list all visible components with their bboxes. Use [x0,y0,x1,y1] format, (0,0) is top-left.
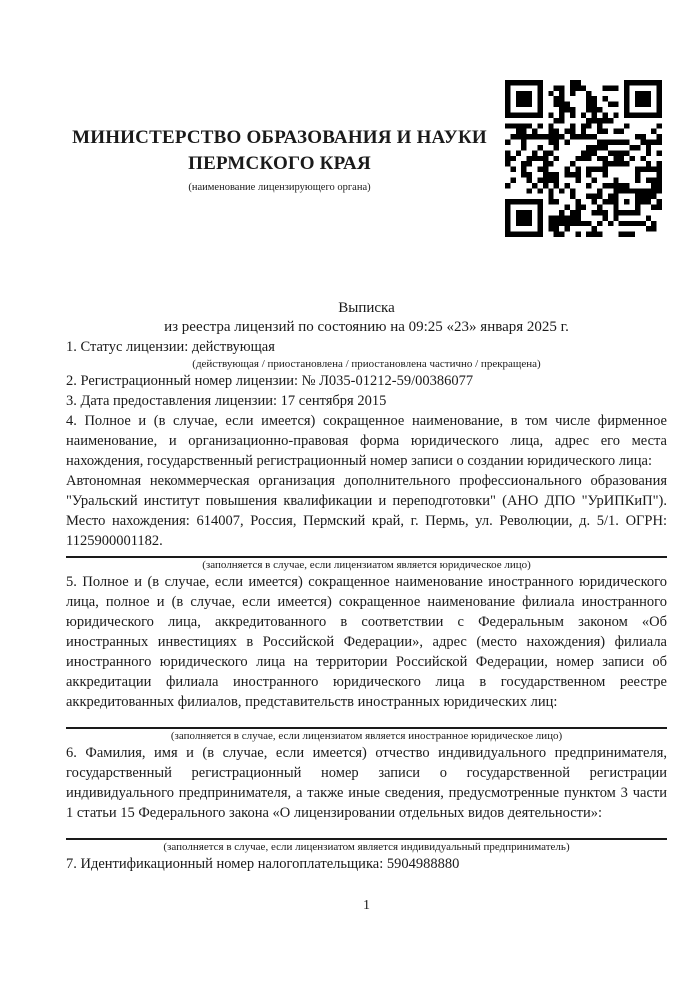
license-status-options-caption: (действующая / приостановлена / приостановлена частично / прекращена) [192,358,541,370]
page-number: 1 [363,898,370,913]
document-subtitle: из реестра лицензий по состоянию на 09:25 «23» января 2025 г. [164,319,569,335]
foreign-entity-question: 5. Полное и (в случае, если имеется) сокращенное наименование иностранного юридического лица, полное и (в случае, если имеется) сокращенное наименование филиала иностранного юридического лица, аккредитованного в соответствии с Федеральным законом «Об иностранных инвестициях в Российской Федерации», адрес (место нахождения) филиала иностранного юридического лица на территории Российской Федерации, номер записи об аккредитации филиала иностранного юридического лица в государственном реестре аккредитованных филиалов, представительств иностранных юридических лиц: [66,574,667,710]
registration-number-line: 2. Регистрационный номер лицензии: № Л035-01212-59/00386077 [66,373,474,389]
document-title: Выписка [338,300,395,316]
licensing-authority-name-line2: ПЕРМСКОГО КРАЯ [188,152,371,174]
foreign-entity-caption: (заполняется в случае, если лицензиатом является иностранное юридическое лицо) [170,730,563,742]
individual-entrepreneur-question: 6. Фамилия, имя и (в случае, если имеется) отчество индивидуального предпринимателя, государственный регистрационный номер записи о государственной регистрации индивидуального предпринимателя, а также иные сведения, предусмотренные пунктом 3 части 1 статьи 15 Федерального закона «О лицензировании отдельных видов деятельности»: [66,745,667,821]
licensing-authority-name-line1: МИНИСТЕРСТВО ОБРАЗОВАНИЯ И НАУКИ [72,126,487,148]
individual-entrepreneur-caption: (заполняется в случае, если лицензиатом является индивидуальный предприниматель) [163,841,570,853]
document-title-block [0,299,700,337]
legal-entity-question: 4. Полное и (в случае, если имеется) сокращенное наименование, в том числе фирменное наименование, и организационно-правовая форма юридического лица, адрес его места нахождения, государственный регистрационный номер записи о создании юридического лица: [66,413,667,469]
grant-date-line: 3. Дата предоставления лицензии: 17 сентября 2015 [66,393,387,409]
legal-entity-caption: (заполняется в случае, если лицензиатом является юридическое лицо) [202,559,531,571]
licensing-authority-caption: (наименование лицензирующего органа) [188,181,371,193]
legal-entity-answer: Автономная некоммерческая организация дополнительного профессионального образования "Уральский институт повышения квалификации и переподготовки" (АНО ДПО "УрИПКиП"). Место нахождения: 614007, Россия, Пермский край, г. Пермь, ул. Революции, д. 5/1. ОГРН: 1125900001182. [66,473,667,549]
qr-code-icon [505,80,662,237]
document-header [0,0,700,237]
license-status-line: 1. Статус лицензии: действующая [66,339,275,355]
document-body [0,337,700,916]
licensing-authority-block [66,125,505,193]
taxpayer-number-line: 7. Идентификационный номер налогоплательщика: 5904988880 [66,856,460,872]
